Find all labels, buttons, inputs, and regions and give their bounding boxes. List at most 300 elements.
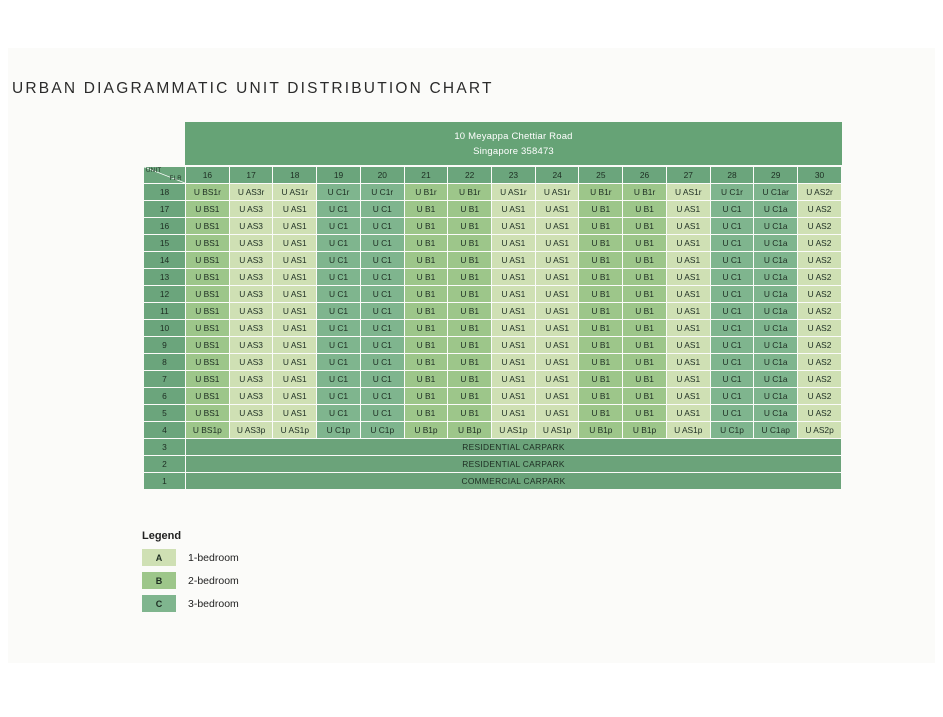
unit-cell: U C1a — [754, 201, 797, 217]
column-header-unit: 16 — [186, 167, 229, 183]
column-header-unit: 24 — [536, 167, 579, 183]
unit-cell: U B1p — [623, 422, 666, 438]
table-row — [144, 388, 841, 404]
unit-cell: U C1 — [711, 252, 754, 268]
unit-cell: U AS1 — [273, 269, 316, 285]
column-header-unit: 19 — [317, 167, 360, 183]
table-row — [144, 269, 841, 285]
unit-cell: U B1 — [405, 269, 448, 285]
table-row — [144, 184, 841, 200]
unit-cell: U C1 — [361, 201, 404, 217]
unit-cell: U BS1 — [186, 269, 229, 285]
unit-cell: U B1 — [405, 218, 448, 234]
row-header-floor: 9 — [144, 337, 185, 353]
unit-cell: U AS1 — [492, 371, 535, 387]
unit-cell: U AS2 — [798, 218, 841, 234]
row-header-floor: 4 — [144, 422, 185, 438]
unit-cell: U C1 — [317, 388, 360, 404]
unit-cell: U B1 — [448, 405, 491, 421]
unit-cell: U B1 — [405, 320, 448, 336]
column-header-unit: 18 — [273, 167, 316, 183]
unit-cell: U BS1 — [186, 252, 229, 268]
unit-cell: U AS1 — [273, 286, 316, 302]
unit-cell: U AS2 — [798, 371, 841, 387]
row-header-floor: 7 — [144, 371, 185, 387]
unit-cell: U AS1 — [273, 218, 316, 234]
unit-cell: U AS3 — [230, 354, 273, 370]
unit-cell: U C1a — [754, 286, 797, 302]
unit-cell: U AS2 — [798, 286, 841, 302]
row-header-floor: 2 — [144, 456, 185, 472]
unit-cell: U B1 — [405, 371, 448, 387]
unit-cell: U AS1p — [536, 422, 579, 438]
unit-cell: U C1a — [754, 371, 797, 387]
unit-cell: U AS1 — [536, 303, 579, 319]
unit-cell: U B1 — [579, 371, 622, 387]
unit-cell: U AS1 — [273, 354, 316, 370]
unit-cell: U AS1 — [667, 201, 710, 217]
unit-cell: U AS1 — [536, 388, 579, 404]
unit-cell: U BS1 — [186, 354, 229, 370]
unit-cell: U AS1p — [667, 422, 710, 438]
row-header-floor: 15 — [144, 235, 185, 251]
unit-cell: U B1r — [448, 184, 491, 200]
unit-cell: U B1 — [579, 235, 622, 251]
table-row — [144, 456, 841, 472]
unit-cell: U AS1 — [667, 405, 710, 421]
unit-cell: U B1 — [448, 269, 491, 285]
unit-cell: U AS1 — [492, 303, 535, 319]
unit-cell: U C1 — [361, 388, 404, 404]
unit-cell: U C1 — [361, 286, 404, 302]
unit-cell: U AS1 — [492, 320, 535, 336]
unit-cell: U B1 — [448, 320, 491, 336]
unit-cell: U AS1 — [536, 218, 579, 234]
unit-cell: U C1a — [754, 252, 797, 268]
unit-cell: U AS1 — [492, 405, 535, 421]
unit-cell: U AS2 — [798, 252, 841, 268]
unit-cell: U B1r — [579, 184, 622, 200]
unit-cell: U AS1 — [492, 388, 535, 404]
legend-swatch: C — [142, 595, 176, 612]
unit-cell: U C1 — [317, 286, 360, 302]
column-header-unit: 27 — [667, 167, 710, 183]
unit-cell: U B1 — [579, 269, 622, 285]
unit-grid-body — [144, 184, 841, 489]
unit-cell: U B1 — [579, 201, 622, 217]
table-row — [144, 320, 841, 336]
unit-cell: U AS1 — [536, 201, 579, 217]
column-header-unit: 28 — [711, 167, 754, 183]
row-header-floor: 8 — [144, 354, 185, 370]
unit-cell: U B1 — [623, 371, 666, 387]
unit-cell: U AS1 — [492, 201, 535, 217]
unit-cell: U BS1 — [186, 303, 229, 319]
unit-cell: U C1 — [317, 303, 360, 319]
unit-cell: U AS1 — [536, 405, 579, 421]
unit-cell: U B1 — [623, 235, 666, 251]
column-header-unit: 17 — [230, 167, 273, 183]
unit-cell: U AS1 — [273, 371, 316, 387]
legend-items — [142, 549, 239, 612]
table-row — [144, 235, 841, 251]
unit-cell: U C1ar — [754, 184, 797, 200]
column-header-unit: 21 — [405, 167, 448, 183]
unit-cell: U B1 — [405, 337, 448, 353]
unit-cell: U C1 — [361, 337, 404, 353]
unit-cell: U B1 — [623, 303, 666, 319]
unit-cell: U B1 — [448, 252, 491, 268]
unit-cell: U B1 — [623, 388, 666, 404]
unit-cell: U BS1 — [186, 286, 229, 302]
row-header-floor: 5 — [144, 405, 185, 421]
row-header-floor: 12 — [144, 286, 185, 302]
unit-cell: U C1 — [711, 235, 754, 251]
unit-cell: U AS3 — [230, 320, 273, 336]
column-header-unit: 25 — [579, 167, 622, 183]
unit-cell: U AS1 — [492, 235, 535, 251]
unit-cell: U C1r — [317, 184, 360, 200]
unit-cell: U B1 — [623, 252, 666, 268]
unit-cell: U C1 — [711, 337, 754, 353]
unit-cell: U AS2 — [798, 235, 841, 251]
unit-cell: U AS1 — [273, 303, 316, 319]
unit-cell: U C1a — [754, 405, 797, 421]
unit-cell: U C1 — [711, 201, 754, 217]
unit-cell: U B1 — [623, 354, 666, 370]
unit-cell: U B1 — [579, 303, 622, 319]
row-header-floor: 6 — [144, 388, 185, 404]
unit-cell: U AS2 — [798, 303, 841, 319]
unit-cell: U B1 — [405, 201, 448, 217]
unit-cell: U C1a — [754, 320, 797, 336]
row-header-floor: 16 — [144, 218, 185, 234]
legend-label: 3-bedroom — [188, 597, 239, 610]
unit-cell: U C1 — [711, 218, 754, 234]
unit-cell: U AS1 — [667, 286, 710, 302]
legend-swatch: A — [142, 549, 176, 566]
unit-cell: U C1 — [317, 252, 360, 268]
column-header-unit: 30 — [798, 167, 841, 183]
unit-cell: U C1 — [711, 371, 754, 387]
axis-corner-cell — [144, 167, 185, 183]
unit-cell: U AS1 — [492, 354, 535, 370]
unit-cell: U AS1 — [667, 218, 710, 234]
unit-cell: U C1p — [317, 422, 360, 438]
unit-cell: U AS1 — [667, 371, 710, 387]
legend-title: Legend — [142, 530, 182, 542]
unit-cell: U C1 — [711, 354, 754, 370]
unit-cell: U AS1 — [667, 337, 710, 353]
unit-cell: U B1r — [405, 184, 448, 200]
unit-cell: U C1 — [361, 320, 404, 336]
unit-cell: U AS1 — [536, 371, 579, 387]
address-header — [185, 122, 842, 165]
unit-cell: U C1a — [754, 269, 797, 285]
unit-cell: U AS1r — [536, 184, 579, 200]
unit-cell: U B1 — [405, 303, 448, 319]
unit-cell: U C1 — [711, 269, 754, 285]
unit-cell: U AS3r — [230, 184, 273, 200]
unit-cell: U B1 — [623, 286, 666, 302]
unit-cell: U B1 — [579, 354, 622, 370]
unit-cell: U B1 — [448, 218, 491, 234]
legend — [142, 530, 239, 618]
unit-cell: U B1 — [579, 388, 622, 404]
column-header-unit: 26 — [623, 167, 666, 183]
unit-cell: U B1 — [579, 405, 622, 421]
unit-cell: U AS1 — [273, 252, 316, 268]
unit-cell: U C1 — [317, 337, 360, 353]
unit-cell: U C1 — [711, 320, 754, 336]
unit-cell: U BS1 — [186, 201, 229, 217]
unit-cell: U C1 — [711, 388, 754, 404]
unit-cell: U B1 — [623, 269, 666, 285]
unit-cell: U C1 — [361, 354, 404, 370]
unit-cell: U B1r — [623, 184, 666, 200]
row-header-floor: 14 — [144, 252, 185, 268]
unit-cell: U C1a — [754, 337, 797, 353]
unit-cell: U BS1r — [186, 184, 229, 200]
unit-cell: U BS1 — [186, 337, 229, 353]
unit-cell: U AS1 — [667, 269, 710, 285]
unit-cell: U AS1 — [536, 320, 579, 336]
unit-cell: U B1 — [623, 320, 666, 336]
unit-cell: U AS1p — [492, 422, 535, 438]
unit-cell: U AS1 — [667, 320, 710, 336]
unit-cell: U AS1 — [273, 337, 316, 353]
unit-cell: U AS3 — [230, 201, 273, 217]
unit-cell: U C1 — [361, 235, 404, 251]
unit-cell: U C1 — [361, 405, 404, 421]
unit-cell: U B1 — [405, 405, 448, 421]
unit-cell: U AS1 — [273, 320, 316, 336]
unit-cell: U B1 — [623, 201, 666, 217]
row-header-floor: 17 — [144, 201, 185, 217]
unit-cell: U C1 — [361, 218, 404, 234]
legend-label: 1-bedroom — [188, 551, 239, 564]
unit-cell: U AS1 — [667, 303, 710, 319]
unit-cell: U C1 — [361, 252, 404, 268]
unit-cell: U AS3 — [230, 388, 273, 404]
row-header-floor: 13 — [144, 269, 185, 285]
unit-cell: U AS3 — [230, 269, 273, 285]
unit-cell: U AS3 — [230, 235, 273, 251]
unit-cell: U AS1 — [273, 388, 316, 404]
unit-cell: U B1 — [579, 320, 622, 336]
unit-distribution-chart — [143, 122, 842, 490]
unit-cell: U BS1p — [186, 422, 229, 438]
unit-cell: U AS1 — [667, 388, 710, 404]
table-row — [144, 252, 841, 268]
unit-cell: U BS1 — [186, 405, 229, 421]
unit-cell: U B1p — [579, 422, 622, 438]
unit-cell: U AS2 — [798, 337, 841, 353]
unit-cell: U B1 — [623, 218, 666, 234]
unit-cell: U AS2r — [798, 184, 841, 200]
unit-cell: U AS2p — [798, 422, 841, 438]
unit-cell: U C1r — [711, 184, 754, 200]
unit-cell: U C1 — [317, 235, 360, 251]
row-header-floor: 11 — [144, 303, 185, 319]
table-row — [144, 337, 841, 353]
unit-grid-head — [144, 167, 841, 183]
unit-cell: U BS1 — [186, 235, 229, 251]
unit-cell: U B1 — [448, 354, 491, 370]
unit-cell: U AS1 — [536, 337, 579, 353]
unit-cell: U C1a — [754, 303, 797, 319]
unit-cell: U AS3 — [230, 286, 273, 302]
table-row — [144, 371, 841, 387]
unit-cell: U B1 — [448, 388, 491, 404]
unit-cell: U C1a — [754, 235, 797, 251]
table-row — [144, 439, 841, 455]
unit-cell: U BS1 — [186, 371, 229, 387]
unit-cell: U AS1r — [273, 184, 316, 200]
unit-cell: U AS3 — [230, 405, 273, 421]
unit-cell: U C1 — [361, 269, 404, 285]
unit-cell: U AS1 — [492, 337, 535, 353]
unit-cell: U AS1 — [273, 405, 316, 421]
unit-cell: U C1 — [711, 405, 754, 421]
unit-cell: U B1 — [448, 286, 491, 302]
unit-cell: U C1 — [361, 371, 404, 387]
column-header-unit: 20 — [361, 167, 404, 183]
row-header-floor: 10 — [144, 320, 185, 336]
unit-cell: U B1 — [579, 218, 622, 234]
unit-cell: U AS1 — [536, 252, 579, 268]
unit-cell: U AS1 — [536, 235, 579, 251]
table-row — [144, 354, 841, 370]
table-row — [144, 201, 841, 217]
unit-cell: U AS1 — [492, 252, 535, 268]
unit-cell: U AS3 — [230, 303, 273, 319]
table-row — [144, 218, 841, 234]
carpark-row-label: RESIDENTIAL CARPARK — [186, 456, 841, 472]
unit-cell: U B1 — [405, 235, 448, 251]
table-row — [144, 422, 841, 438]
row-header-floor: 3 — [144, 439, 185, 455]
axis-label-unit: UNIT — [146, 168, 162, 174]
unit-cell: U B1 — [579, 337, 622, 353]
legend-label: 2-bedroom — [188, 574, 239, 587]
unit-cell: U B1 — [448, 303, 491, 319]
unit-cell: U C1 — [317, 354, 360, 370]
unit-cell: U C1 — [317, 371, 360, 387]
unit-cell: U AS3 — [230, 252, 273, 268]
unit-cell: U BS1 — [186, 320, 229, 336]
table-row — [144, 286, 841, 302]
unit-cell: U AS2 — [798, 320, 841, 336]
unit-cell: U AS2 — [798, 388, 841, 404]
unit-cell: U C1 — [361, 303, 404, 319]
legend-item — [142, 572, 239, 589]
unit-cell: U B1p — [448, 422, 491, 438]
unit-cell: U AS1 — [667, 354, 710, 370]
unit-cell: U AS1r — [492, 184, 535, 200]
unit-cell: U AS1 — [492, 218, 535, 234]
unit-cell: U AS3 — [230, 218, 273, 234]
unit-cell: U C1 — [317, 269, 360, 285]
column-header-unit: 29 — [754, 167, 797, 183]
axis-label-floor: FLR — [169, 176, 182, 182]
unit-cell: U B1 — [579, 286, 622, 302]
unit-cell: U C1p — [711, 422, 754, 438]
unit-cell: U C1 — [317, 218, 360, 234]
unit-grid — [143, 166, 842, 490]
address-line-2: Singapore 358473 — [473, 146, 554, 157]
unit-cell: U B1p — [405, 422, 448, 438]
unit-cell: U B1 — [448, 337, 491, 353]
unit-cell: U BS1 — [186, 388, 229, 404]
unit-cell: U AS1 — [667, 235, 710, 251]
unit-cell: U AS1 — [536, 269, 579, 285]
unit-cell: U B1 — [623, 405, 666, 421]
unit-cell: U B1 — [405, 252, 448, 268]
unit-cell: U B1 — [448, 201, 491, 217]
unit-cell: U C1 — [711, 286, 754, 302]
unit-cell: U B1 — [405, 286, 448, 302]
unit-cell: U AS3p — [230, 422, 273, 438]
unit-cell: U AS1p — [273, 422, 316, 438]
carpark-row-label: RESIDENTIAL CARPARK — [186, 439, 841, 455]
unit-cell: U C1ap — [754, 422, 797, 438]
unit-cell: U AS2 — [798, 354, 841, 370]
unit-cell: U AS1 — [492, 269, 535, 285]
unit-cell: U C1p — [361, 422, 404, 438]
unit-cell: U C1 — [711, 303, 754, 319]
unit-cell: U B1 — [448, 371, 491, 387]
unit-cell: U AS3 — [230, 371, 273, 387]
unit-cell: U C1 — [317, 320, 360, 336]
unit-cell: U C1 — [317, 405, 360, 421]
unit-cell: U AS2 — [798, 269, 841, 285]
unit-cell: U AS2 — [798, 405, 841, 421]
unit-cell: U B1 — [405, 354, 448, 370]
unit-cell: U C1a — [754, 354, 797, 370]
table-row — [144, 473, 841, 489]
unit-cell: U AS1 — [667, 252, 710, 268]
table-row — [144, 303, 841, 319]
legend-item — [142, 595, 239, 612]
unit-cell: U AS1 — [273, 201, 316, 217]
unit-cell: U B1 — [623, 337, 666, 353]
unit-cell: U B1 — [405, 388, 448, 404]
table-row — [144, 405, 841, 421]
unit-cell: U B1 — [579, 252, 622, 268]
unit-cell: U AS1 — [492, 286, 535, 302]
unit-cell: U C1 — [317, 201, 360, 217]
unit-cell: U AS3 — [230, 337, 273, 353]
legend-item — [142, 549, 239, 566]
row-header-floor: 1 — [144, 473, 185, 489]
column-header-row — [144, 167, 841, 183]
page-title: URBAN DIAGRAMMATIC UNIT DISTRIBUTION CHART — [12, 80, 494, 97]
unit-cell: U AS1 — [536, 286, 579, 302]
row-header-floor: 18 — [144, 184, 185, 200]
unit-cell: U AS2 — [798, 201, 841, 217]
carpark-row-label: COMMERCIAL CARPARK — [186, 473, 841, 489]
column-header-unit: 22 — [448, 167, 491, 183]
legend-swatch: B — [142, 572, 176, 589]
address-line-1: 10 Meyappa Chettiar Road — [454, 131, 573, 142]
unit-cell: U C1a — [754, 388, 797, 404]
unit-cell: U C1a — [754, 218, 797, 234]
column-header-unit: 23 — [492, 167, 535, 183]
unit-cell: U AS1 — [536, 354, 579, 370]
unit-cell: U BS1 — [186, 218, 229, 234]
unit-cell: U C1r — [361, 184, 404, 200]
